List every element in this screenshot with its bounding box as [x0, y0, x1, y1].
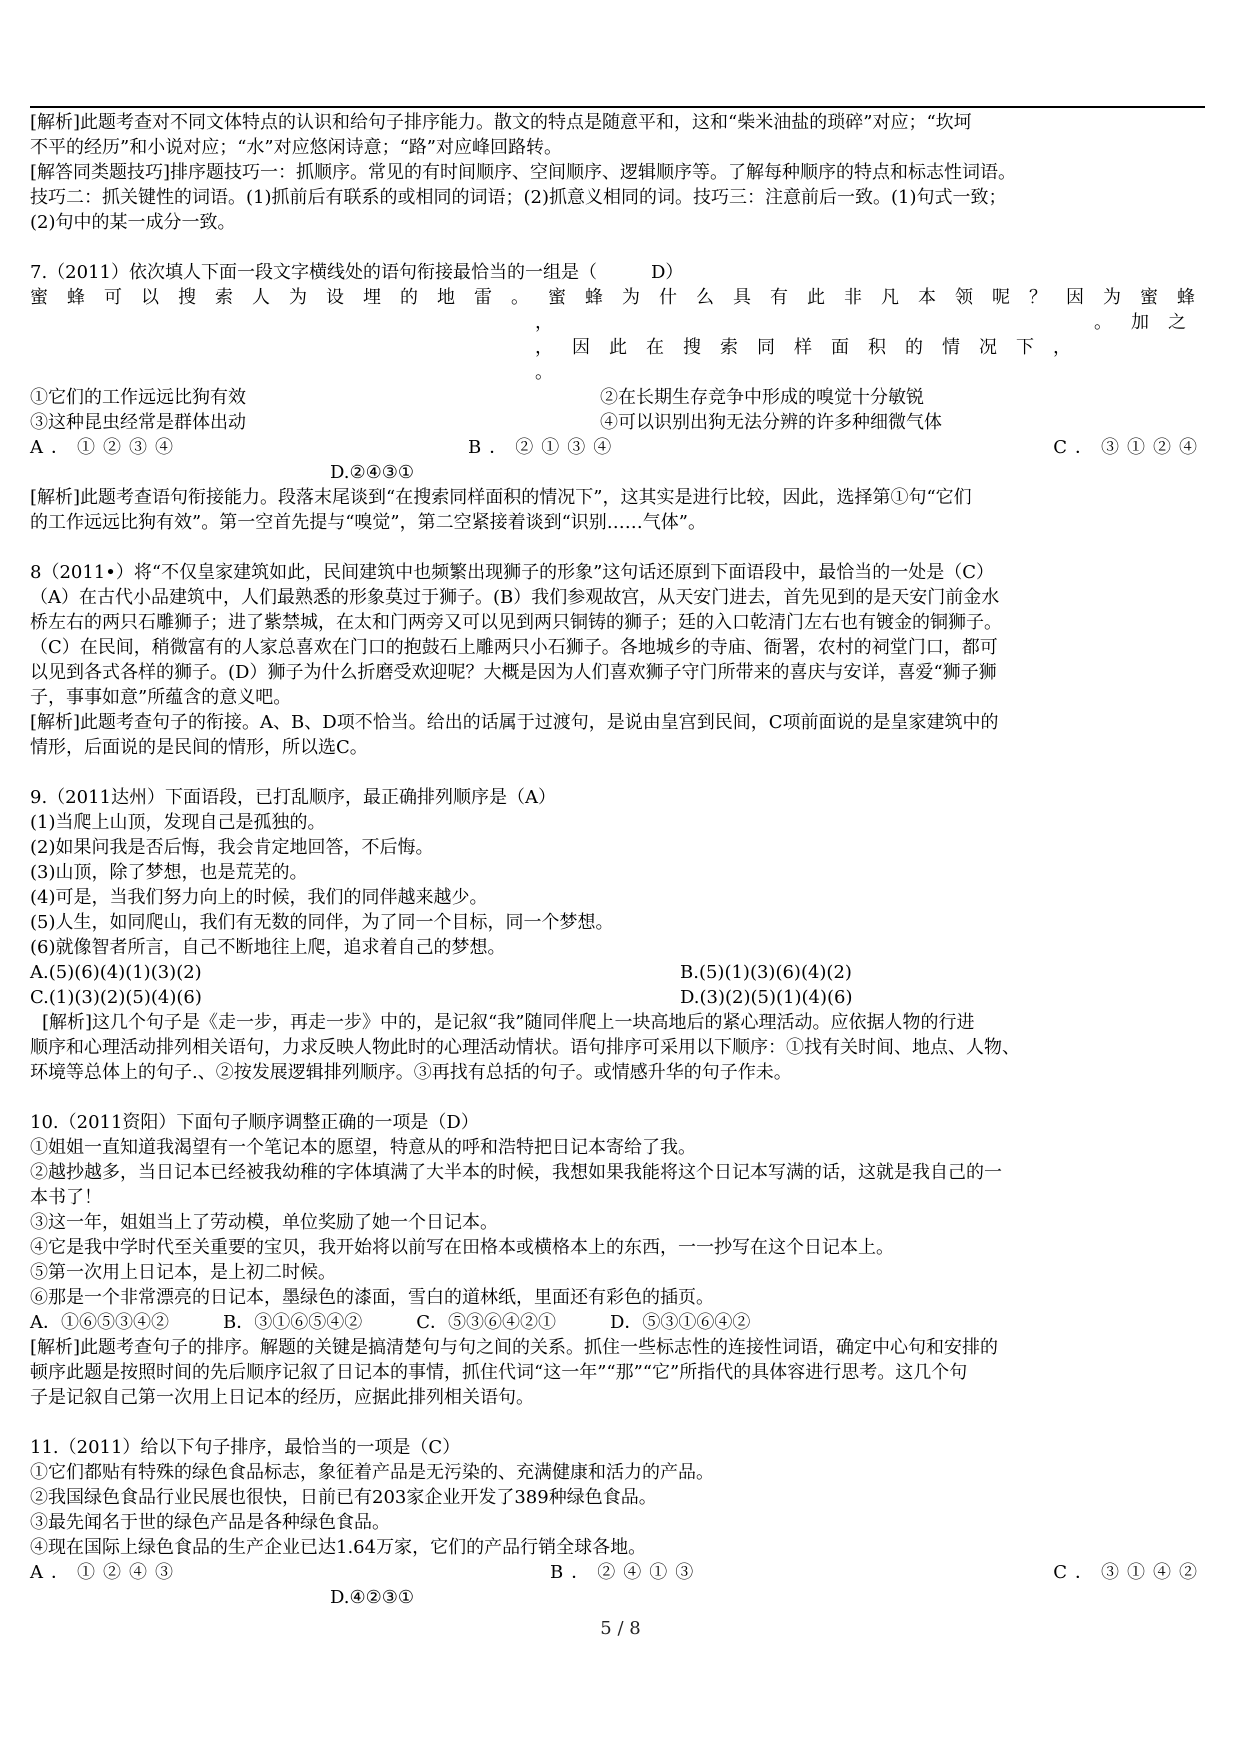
list-item: (3)山顶，除了梦想，也是荒芜的。 — [30, 862, 308, 883]
passage-line — [30, 310, 1205, 335]
list-item: ⑥那是一个非常漂亮的日记本，墨绿色的漆面，雪白的道林纸，里面还有彩色的插页。 — [30, 1287, 714, 1308]
choice-d: D.(3)(2)(5)(1)(4)(6) — [680, 987, 853, 1008]
list-item: ②我国绿色食品行业民展也很快，日前已有203家企业开发了389种绿色食品。 — [30, 1487, 657, 1508]
question-11 — [30, 1435, 1205, 1610]
list-item: (5)人生，如同爬山，我们有无数的同伴，为了同一个目标，同一个梦想。 — [30, 912, 614, 933]
passage-line: 桥左右的两只石雕狮子；进了紫禁城，在太和门两旁又可以见到两只铜铸的狮子；廷的入口乾清门左右也有镀金的铜狮子。 — [30, 612, 1002, 633]
text-line: (2)句中的某一成分一致。 — [30, 212, 236, 233]
analysis-line: 的工作远远比狗有效”。第一空首先提与“嗅觉”，第二空紧接着谈到“识别……气体”。 — [30, 512, 707, 533]
passage-line: （C）在民间，稍微富有的人家总喜欢在门口的抱鼓石上雕两只小石狮子。各地城乡的寺庙、衙署，农村的祠堂门口，都可 — [30, 637, 998, 658]
analysis-line: 顺序和心理活动排列相关语句，力求反映人物此时的心理活动情状。语句排序可采用以下顺序：①找有关时间、地点、人物、 — [30, 1037, 1020, 1058]
choice-row — [30, 960, 1205, 985]
passage-line: 子，事事如意”所蕴含的意义吧。 — [30, 687, 292, 708]
passage-line: （A）在古代小品建筑中，人们最熟悉的形象莫过于狮子。(B）我们参观故宫，从天安门进去，首先见到的是天安门前金水 — [30, 587, 1000, 608]
option-row — [30, 410, 1205, 435]
choice-d: D.④②③① — [330, 1587, 415, 1608]
tips-block — [30, 160, 1205, 235]
list-item: (4)可是，当我们努力向上的时候，我们的同伴越来越少。 — [30, 887, 488, 908]
analysis-line: [解析]此题考查语句衔接能力。段落末尾谈到“在搜索同样面积的情况下”，这其实是进行比较，因此，选择第①句“它们 — [30, 487, 972, 508]
list-item: ③这一年，姐姐当上了劳动模，单位奖励了她一个日记本。 — [30, 1212, 498, 1233]
choice-c: C.(1)(3)(2)(5)(4)(6) — [30, 987, 202, 1008]
question-7 — [30, 260, 1214, 535]
analysis-line: 子是记叙自己第一次用上日记本的经历，应据此排列相关语句。 — [30, 1387, 534, 1408]
choice-a: A．①②③④ — [30, 437, 181, 458]
list-item: ④它是我中学时代至关重要的宝贝，我开始将以前写在田格本或横格本上的东西，一一抄写在这个日记本上。 — [30, 1237, 894, 1258]
choice-row — [30, 435, 1205, 460]
choice-row — [30, 985, 1205, 1010]
list-item: ①姐姐一直知道我渴望有一个笔记本的愿望，特意从的呼和浩特把日记本寄给了我。 — [30, 1137, 696, 1158]
analysis-line: 环境等总体上的句子.、②按发展逻辑排列顺序。③再找有总括的句子。或情感升华的句子作未。 — [30, 1062, 792, 1083]
list-item: ②越抄越多，当日记本已经被我幼稚的字体填满了大半本的时候，我想如果我能将这个日记本写满的话，这就是我自己的一 — [30, 1162, 1002, 1183]
list-item: (6)就像智者所言，自己不断地往上爬，追求着自己的梦想。 — [30, 937, 506, 958]
question-stem: 9.（2011达州）下面语段，已打乱顺序，最正确排列顺序是（A） — [30, 787, 556, 808]
list-item: ④现在国际上绿色食品的生产企业已达1.64万家，它们的产品行销全球各地。 — [30, 1537, 647, 1558]
text-line: 不平的经历”和小说对应；“水”对应悠闲诗意；“路”对应峰回路转。 — [30, 137, 563, 158]
question-stem: 10.（2011资阳）下面句子顺序调整正确的一项是（D） — [30, 1112, 479, 1133]
list-item: ①它们都贴有特殊的绿色食品标志，象征着产品是无污染的、充满健康和活力的产品。 — [30, 1462, 714, 1483]
question-9 — [30, 785, 1205, 1085]
question-stem: 11.（2011）给以下句子排序，最恰当的一项是（C） — [30, 1437, 461, 1458]
question-stem: 7.（2011）依次填人下面一段文字横线处的语句衔接最恰当的一组是（ D） — [30, 262, 684, 283]
text-line: [解答同类题技巧]排序题技巧一：抓顺序。常见的有时间顺序、空间顺序、逻辑顺序等。了解每种顺序的特点和标志性词语。 — [30, 162, 1017, 183]
blank-marker: ， — [535, 312, 553, 333]
choice-c: C．③①④② — [1053, 1562, 1205, 1583]
option-row — [30, 385, 1205, 410]
option-2: ②在长期生存竞争中形成的嗅觉十分敏锐 — [600, 387, 924, 408]
choice-row — [30, 1560, 1205, 1585]
question-10 — [30, 1110, 1205, 1410]
list-item: ⑤第一次用上日记本，是上初二时候。 — [30, 1262, 336, 1283]
choice-row: A．①⑥⑤③④② B．③①⑥⑤④② C．⑤③⑥④②① D．⑤③①⑥④② — [30, 1312, 751, 1333]
choice-b: B．②④①③ — [550, 1562, 702, 1583]
choice-d: D.②④③① — [330, 462, 415, 483]
analysis-line: [解析]此题考查句子的排序。解题的关键是搞清楚句与句之间的关系。抓住一些标志性的连接性词语，确定中心句和安排的 — [30, 1337, 999, 1358]
passage-text: 。加之 — [1094, 312, 1205, 333]
page-number: 5 / 8 — [600, 1618, 641, 1639]
passage-line: 以见到各式各样的狮子。(D）狮子为什么折磨受欢迎呢？大概是因为人们喜欢狮子守门所带来的喜庆与安详，喜爱“狮子狮 — [30, 662, 997, 683]
choice-b: B.(5)(1)(3)(6)(4)(2) — [680, 962, 852, 983]
option-1: ①它们的工作远远比狗有效 — [30, 387, 246, 408]
option-3: ③这种昆虫经常是群体出动 — [30, 412, 246, 433]
option-4: ④可以识别出狗无法分辨的许多种细微气体 — [600, 412, 942, 433]
analysis-line: 情形，后面说的是民间的情形，所以选C。 — [30, 737, 368, 758]
list-item: 本书了！ — [30, 1187, 102, 1208]
passage-line: ，因此在搜索同样面积的情况下， — [535, 337, 1090, 358]
analysis-line: 顿序此题是按照时间的先后顺序记叙了日记本的事情，抓住代词“这一年”“那”“它”所指代的具体容进行思考。这几个句 — [30, 1362, 968, 1383]
page-content — [30, 110, 1214, 1610]
list-item: (1)当爬上山顶，发现自己是孤独的。 — [30, 812, 326, 833]
choice-c: C．③①②④ — [1053, 437, 1205, 458]
choice-a: A．①②④③ — [30, 1562, 181, 1583]
analysis-line: [解析]此题考查句子的衔接。A、B、D项不恰当。给出的话属于过渡句，是说由皇宫到民间，C项前面说的是皇家建筑中的 — [30, 712, 999, 733]
choice-a: A.(5)(6)(4)(1)(3)(2) — [30, 962, 202, 983]
text-line: [解析]此题考查对不同文体特点的认识和给句子排序能力。散文的特点是随意平和，这和“柴米油盐的琐碎”对应；“坎坷 — [30, 112, 972, 133]
list-item: ③最先闻名于世的绿色产品是各种绿色食品。 — [30, 1512, 390, 1533]
question-stem: 8（2011•）将“不仅皇家建筑如此，民间建筑中也频繁出现狮子的形象”这句话还原到下面语段中，最恰当的一处是（C） — [30, 562, 995, 583]
analysis-line: [解析]这几个句子是《走一步，再走一步》中的，是记叙“我”随同伴爬上一块高地后的紧心理活动。应依据人物的行进 — [42, 1012, 975, 1033]
choice-b: B．②①③④ — [468, 437, 620, 458]
prev-analysis — [30, 110, 1205, 160]
text-line: 技巧二：抓关键性的词语。(1)抓前后有联系的或相同的词语；(2)抓意义相同的词。技巧三：注意前后一致。(1)句式一致； — [30, 187, 1007, 208]
passage-line: 蜜蜂可以搜索人为设埋的地雷。蜜蜂为什么具有此非凡本领呢？因为蜜蜂 — [30, 287, 1214, 308]
list-item: (2)如果问我是否后悔，我会肯定地回答，不后悔。 — [30, 837, 434, 858]
question-8 — [30, 560, 1205, 760]
header-rule — [30, 106, 1205, 108]
passage-line: 。 — [535, 362, 553, 383]
